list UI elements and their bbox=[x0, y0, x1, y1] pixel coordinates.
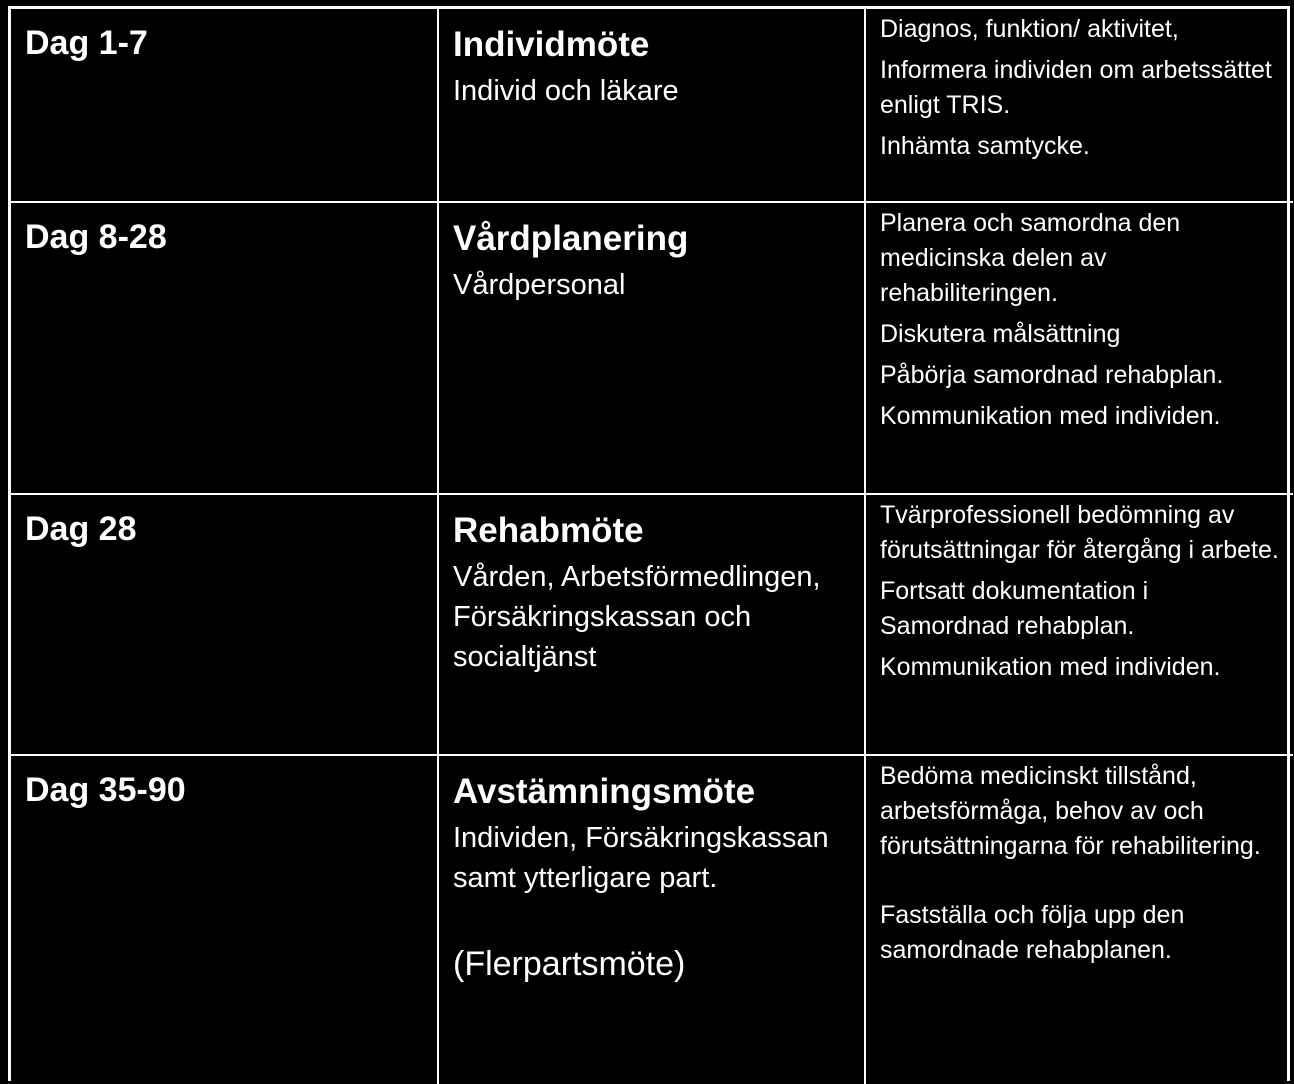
tasks-cell bbox=[866, 495, 1293, 756]
meeting-cell bbox=[439, 9, 866, 203]
day-label: Dag 8-28 bbox=[25, 218, 167, 256]
task-item: Kommunikation med individen. bbox=[880, 402, 1221, 430]
task-item: Kommunikation med individen. bbox=[880, 653, 1221, 681]
task-item: Bedöma medicinskt tillstånd, arbetsförmåga, behov av och förutsättningarna för rehabilitering. bbox=[880, 762, 1261, 860]
meeting-cell bbox=[439, 495, 866, 756]
task-item: Informera individen om arbetssättet enligt TRIS. bbox=[880, 56, 1272, 119]
day-cell bbox=[11, 495, 439, 756]
meeting-participants: Individen, Försäkringskassan samt ytterligare part. bbox=[453, 822, 829, 894]
task-item: Påbörja samordnad rehabplan. bbox=[880, 361, 1224, 389]
day-cell bbox=[11, 203, 439, 495]
meeting-title: Individmöte bbox=[453, 25, 650, 64]
task-item: Diskutera målsättning bbox=[880, 320, 1121, 348]
tasks-cell bbox=[866, 9, 1293, 203]
meeting-cell bbox=[439, 203, 866, 495]
meeting-participants: Vårdpersonal bbox=[453, 269, 626, 301]
meeting-title: Rehabmöte bbox=[453, 511, 644, 550]
meeting-cell bbox=[439, 756, 866, 1084]
day-label: Dag 35-90 bbox=[25, 771, 186, 809]
rehab-process-table bbox=[8, 6, 1290, 1081]
task-item: Fortsatt dokumentation i Samordnad rehabplan. bbox=[880, 577, 1149, 640]
meeting-title: Vårdplanering bbox=[453, 219, 689, 258]
day-cell bbox=[11, 756, 439, 1084]
task-item: Inhämta samtycke. bbox=[880, 132, 1090, 160]
meeting-participants: Individ och läkare bbox=[453, 75, 679, 107]
meeting-title: Avstämningsmöte bbox=[453, 772, 756, 811]
meeting-note: (Flerpartsmöte) bbox=[453, 945, 686, 983]
task-item: Diagnos, funktion/ aktivitet, bbox=[880, 15, 1179, 43]
tasks-cell bbox=[866, 203, 1293, 495]
day-label: Dag 28 bbox=[25, 510, 137, 548]
tasks-cell bbox=[866, 756, 1293, 1084]
task-item: Tvärprofessionell bedömning av förutsättningar för återgång i arbete. bbox=[880, 501, 1279, 564]
task-item: Fastställa och följa upp den samordnade rehabplanen. bbox=[880, 901, 1185, 964]
meeting-participants: Vården, Arbetsförmedlingen, Försäkringskassan och socialtjänst bbox=[453, 561, 821, 673]
task-item: Planera och samordna den medicinska delen av rehabiliteringen. bbox=[880, 209, 1181, 307]
day-cell bbox=[11, 9, 439, 203]
day-label: Dag 1-7 bbox=[25, 24, 148, 62]
